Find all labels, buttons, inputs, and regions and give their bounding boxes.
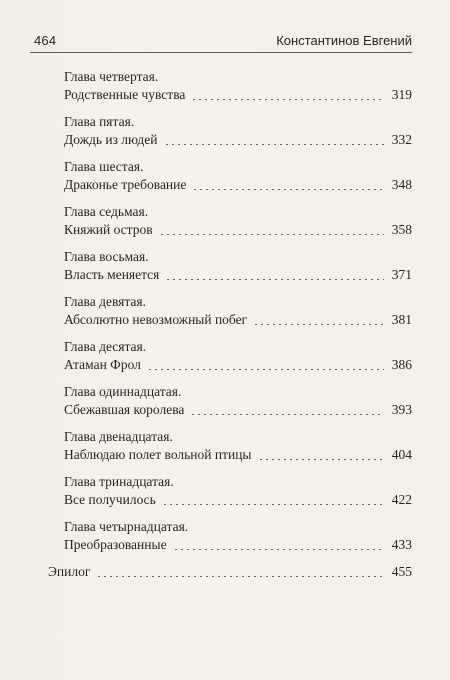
- toc-page-number: 348: [391, 177, 412, 192]
- toc-entry: [34, 383, 412, 419]
- dot-leader: [159, 234, 384, 235]
- toc-page-number: 386: [391, 357, 412, 372]
- dot-leader: [190, 414, 384, 415]
- toc-chapter-label: Глава десятая.: [64, 339, 147, 354]
- toc-entry-title: Наблюдаю полет вольной птицы: [64, 447, 252, 462]
- toc-entry: [34, 338, 412, 374]
- toc-entry-title: Эпилог: [48, 564, 91, 579]
- toc-entry-title: Атаман Фрол: [64, 357, 141, 372]
- dot-leader: [147, 369, 384, 370]
- toc-entry: [34, 68, 412, 104]
- dot-leader: [191, 99, 384, 100]
- toc-entry-title: Княжий остров: [64, 222, 153, 237]
- page-number: 464: [34, 33, 57, 48]
- dot-leader: [165, 279, 384, 280]
- toc-chapter-label: Глава шестая.: [64, 159, 144, 174]
- toc-chapter-label: Глава седьмая.: [64, 204, 149, 219]
- toc-entry: [34, 518, 412, 554]
- toc-entry-title: Родственные чувства: [64, 87, 186, 102]
- dot-leader: [173, 549, 384, 550]
- toc-page-number: 393: [391, 402, 412, 417]
- toc-chapter-label: Глава восьмая.: [64, 249, 149, 264]
- toc-page-number: 319: [391, 87, 412, 102]
- toc-entry-title: Преобразованные: [64, 537, 167, 552]
- running-title: Константинов Евгений: [276, 33, 412, 48]
- dot-leader: [162, 504, 384, 505]
- toc-entry-epilogue: [34, 563, 412, 581]
- toc-entry-title: Драконье требование: [64, 177, 187, 192]
- toc-entry: [34, 248, 412, 284]
- toc-chapter-label: Глава четырнадцатая.: [64, 519, 189, 534]
- dot-leader: [258, 459, 385, 460]
- page-header: [30, 30, 412, 53]
- dot-leader: [164, 144, 384, 145]
- toc-page-number: 381: [391, 312, 412, 327]
- dot-leader: [192, 189, 384, 190]
- toc-entry: [34, 293, 412, 329]
- toc-entry-title: Власть меняется: [64, 267, 160, 282]
- toc-chapter-label: Глава двенадцатая.: [64, 429, 173, 444]
- toc-chapter-label: Глава четвертая.: [64, 69, 159, 84]
- toc-page-number: 455: [391, 564, 412, 579]
- toc-entry: [34, 473, 412, 509]
- toc-entry: [34, 158, 412, 194]
- table-of-contents: [34, 68, 412, 590]
- toc-entry: [34, 203, 412, 239]
- toc-page-number: 358: [391, 222, 412, 237]
- toc-entry: [34, 113, 412, 149]
- toc-entry: [34, 428, 412, 464]
- dot-leader: [96, 576, 384, 577]
- toc-chapter-label: Глава одиннадцатая.: [64, 384, 182, 399]
- toc-page-number: 404: [391, 447, 412, 462]
- toc-entry-title: Сбежавшая королева: [64, 402, 185, 417]
- toc-entry-title: Абсолютно невозможный побег: [64, 312, 248, 327]
- toc-chapter-label: Глава тринадцатая.: [64, 474, 174, 489]
- dot-leader: [253, 324, 384, 325]
- toc-entry-title: Дождь из людей: [64, 132, 158, 147]
- toc-page-number: 422: [391, 492, 412, 507]
- toc-page-number: 371: [391, 267, 412, 282]
- toc-entry-title: Все получилось: [64, 492, 156, 507]
- toc-chapter-label: Глава пятая.: [64, 114, 135, 129]
- toc-page-number: 332: [391, 132, 412, 147]
- toc-chapter-label: Глава девятая.: [64, 294, 146, 309]
- toc-page-number: 433: [391, 537, 412, 552]
